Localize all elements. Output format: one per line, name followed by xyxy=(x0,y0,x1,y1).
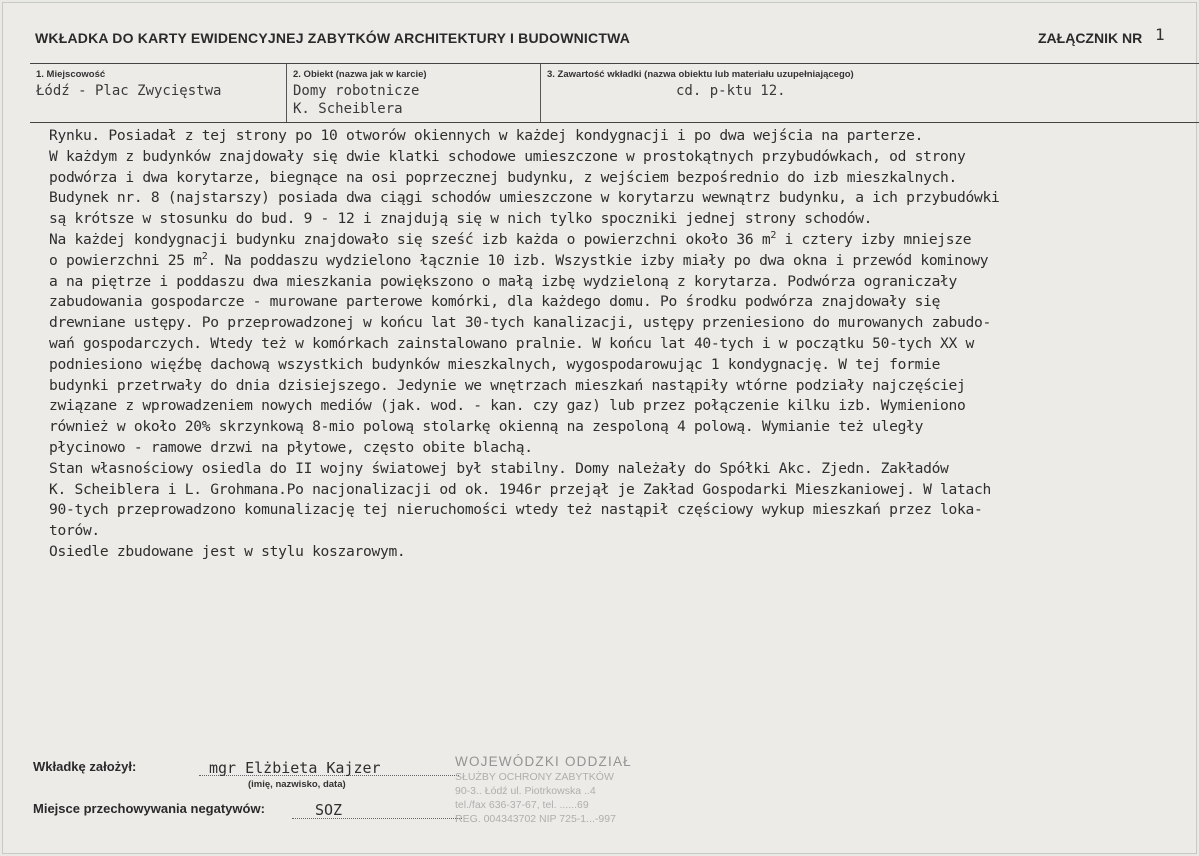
body-line: 90-tych przeprowadzono komunalizację tej nieruchomości wtedy też nastąpił częściowy wykup mieszkań przez loka- xyxy=(49,501,983,519)
header-fields-row xyxy=(30,63,1199,123)
stamp-line: tel./fax 636-37-67, tel. ......69 xyxy=(455,799,589,811)
body-line: również w około 20% skrzynkową 8-mio polową stolarkę okienną na zespoloną 4 polową. Wymianie też uległy xyxy=(49,418,924,436)
negatives-value: SOZ xyxy=(315,801,343,819)
body-line: wań gospodarczych. Wtedy też w komórkach zainstalowano pralnie. W końcu lat 40-tych i w początku 50-tych XX w xyxy=(49,334,974,352)
stamp-line: SŁUŻBY OCHRONY ZABYTKÓW xyxy=(455,771,614,783)
body-line: a na piętrze i poddaszu dwa mieszkania powiększono o małą izbę wydzieloną z korytarza. Podwórza ograniczały xyxy=(49,272,958,290)
body-line xyxy=(49,251,1199,272)
superscript: 2 xyxy=(770,229,777,241)
object-field xyxy=(286,64,540,122)
negatives-label: Miejsce przechowywania negatywów: xyxy=(33,801,265,816)
content-value xyxy=(676,82,786,100)
body-line-part: i cztery izby mniejsze xyxy=(776,230,972,248)
body-line: W każdym z budynków znajdowały się dwie klatki schodowe umieszczone w prostokątnych przybudówkach, od strony xyxy=(49,147,966,165)
body-line: Budynek nr. 8 (najstarszy) posiada dwa ciągi schodów umieszczone w korytarzu wewnątrz budynku, a ich przybudówki xyxy=(49,189,1000,207)
object-label: 2. Obiekt (nazwa jak w karcie) xyxy=(293,69,427,80)
body-line: podniesiono więźbę dachową wszystkich budynków mieszkalnych, wygospodarowując 1 kondygnację. W tej formie xyxy=(49,355,941,373)
content-field xyxy=(540,64,1199,122)
body-line-part: Na każdej kondygnacji budynku znajdowało się sześć izb każda o powierzchni około 36 m xyxy=(49,230,771,248)
body-line: zabudowania gospodarcze - murowane parterowe komórki, dla każdego domu. Po środku podwórza znajdowały się xyxy=(49,293,941,311)
object-value xyxy=(293,82,419,118)
body-line-part: . Na poddaszu wydzielono łącznie 10 izb. Wszystkie izby miały po dwa okna i przewód kominowy xyxy=(207,251,989,269)
stamp-line: WOJEWÓDZKI ODDZIAŁ xyxy=(455,754,632,769)
content-label: 3. Zawartość wkładki (nazwa obiektu lub materiału uzupełniającego) xyxy=(547,69,854,80)
founder-value: mgr Elżbieta Kajzer xyxy=(209,759,381,777)
office-stamp xyxy=(455,754,655,829)
body-line: Osiedle zbudowane jest w stylu koszarowym. xyxy=(49,542,406,560)
body-line: związane z wprowadzeniem nowych mediów (jak. wod. - kan. czy gaz) lub przez połączenie kilku izb. Wymieniono xyxy=(49,397,966,415)
body-line-part: o powierzchni 25 m xyxy=(49,251,202,269)
founder-sub-label: (imię, nazwisko, data) xyxy=(248,779,346,790)
annex-label: ZAŁĄCZNIK NR xyxy=(1038,30,1143,46)
object-value-line-1: Domy robotnicze xyxy=(293,83,420,99)
body-line: płycinowo - ramowe drzwi na płytowe, często obite blachą. xyxy=(49,438,533,456)
body-line: budynki przetrwały do dnia dzisiejszego. Jedynie we wnętrzach mieszkań nastąpiły wtórne podziały najczęściej xyxy=(49,376,966,394)
body-line: K. Scheiblera i L. Grohmana.Po nacjonalizacji od ok. 1946r przejął je Zakład Gospodarki Mieszkaniowej. W latach xyxy=(49,480,991,498)
inventory-insert-card xyxy=(2,2,1197,854)
superscript: 2 xyxy=(201,250,208,262)
annex-number: 1 xyxy=(1155,25,1165,44)
content-value-text: cd. p-ktu 12. xyxy=(676,83,786,99)
typed-body-text xyxy=(49,126,1199,563)
body-line: są krótsze w stosunku do bud. 9 - 12 i znajdują się w nich tylko spoczniki jednej strony schodów. xyxy=(49,210,873,228)
body-line: Stan własnościowy osiedla do II wojny światowej był stabilny. Domy należały do Spółki Akc. Zjedn. Zakładów xyxy=(49,459,949,477)
locality-value-text: Łódź - Plac Zwycięstwa xyxy=(36,83,222,99)
body-line: drewniane ustępy. Po przeprowadzonej w końcu lat 30-tych kanalizacji, ustępy przeniesiono do murowanych zabudo- xyxy=(49,314,991,332)
stamp-line: 90-3.. Łódź ul. Piotrkowska ..4 xyxy=(455,785,596,797)
founder-label: Wkładkę założył: xyxy=(33,759,137,774)
form-title: WKŁADKA DO KARTY EWIDENCYJNEJ ZABYTKÓW ARCHITEKTURY I BUDOWNICTWA xyxy=(35,30,631,46)
body-line xyxy=(49,230,1199,251)
object-value-line-2: K. Scheiblera xyxy=(293,101,403,117)
body-line: Rynku. Posiadał z tej strony po 10 otworów okiennych w każdej kondygnacji i po dwa wejścia na parterze. xyxy=(49,127,924,144)
locality-field xyxy=(30,64,285,122)
body-line: podwórza i dwa korytarze, biegnące na osi poprzecznej budynku, z wejściem bezpośrednio do izb mieszkalnych. xyxy=(49,168,958,186)
locality-value xyxy=(36,82,221,100)
stamp-line: REG. 004343702 NIP 725-1...-997 xyxy=(455,813,616,825)
body-line: torów. xyxy=(49,522,100,540)
locality-label: 1. Miejscowość xyxy=(36,69,106,80)
